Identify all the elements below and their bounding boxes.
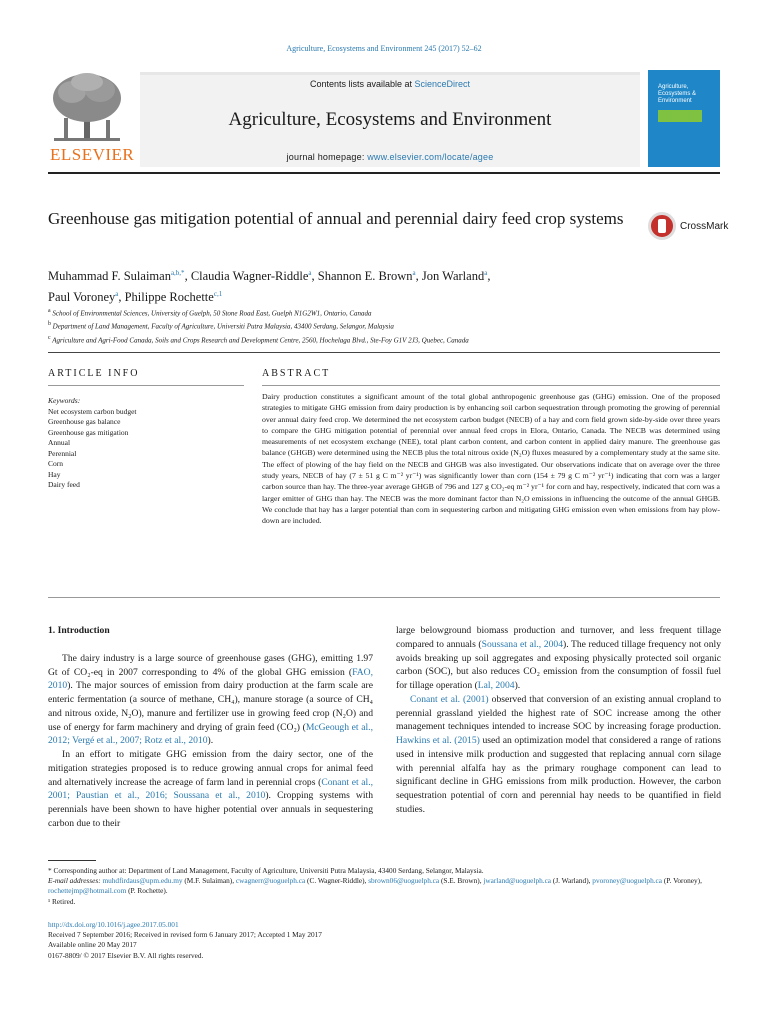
keyword-item: Annual [48, 438, 71, 447]
copyright-line: 0167-8809/ © 2017 Elsevier B.V. All rights reserved. [48, 950, 204, 960]
citation-link[interactable]: McGeough et al., 2012; Vergé et al., 2007; Rotz et al., 2010 [48, 721, 373, 747]
contents-line: Contents lists available at ScienceDirect [309, 79, 471, 89]
email-link[interactable]: jwarland@uoguelph.ca [483, 876, 552, 886]
author-name: Shannon E. Brown [317, 269, 413, 284]
keyword-item: Greenhouse gas mitigation [48, 427, 129, 437]
author-affil-sup[interactable]: a [115, 290, 119, 299]
affiliation-divider [48, 352, 720, 353]
affiliation-item: $^a$ School of Environmental Sciences, University of Guelph, 50 Stone Road East, Guelph N1G2W1, Ontario, Canada [48, 308, 372, 318]
author-name: Paul Voroney [48, 290, 116, 305]
author-affil-sup[interactable]: a [308, 269, 312, 277]
publication-info [48, 920, 720, 961]
footnotes [48, 866, 720, 907]
citation-link[interactable]: Conant et al., 2001; Paustian et al., 2016; Soussana et al., 2010 [48, 776, 374, 802]
body-paragraph: The dairy industry is a large source of greenhouse gases (GHG), emitting 1.97 Gt of CO₂-eq in 2007 corresponding to 4% of the global GHG emission (FAO, 2010). The major sources of emission from dairy production at the farm scale are enteric fermentation (a source of methane, CH₄), manure storage (a source of CH₄ and nitrous oxide, N₂O), manure and fertilizer use in growing feed crop (N₂O) and use of energy for farm machinery and drying of grain feed (CO₂) (McGeough et al., 2012; Vergé et al., 2007; Rotz et al., 2010). [48, 652, 373, 747]
body-column-left [48, 624, 373, 831]
keywords-label: Keywords: [48, 396, 81, 405]
author-name: Philippe Rochette [124, 290, 214, 305]
abstract-end-rule [48, 597, 720, 598]
article-info-rule [48, 385, 244, 386]
email-link[interactable]: pvoroney@uoguelph.ca [592, 876, 663, 886]
author-name: Claudia Wagner-Riddle [190, 269, 309, 284]
author-name: Muhammad F. Sulaiman [48, 269, 171, 284]
article-info-heading: ARTICLE INFO [48, 368, 140, 379]
keywords-block [48, 396, 244, 491]
email-link[interactable]: cwagnerr@uoguelph.ca [235, 876, 306, 886]
keyword-item: Hay [48, 469, 61, 479]
received-dates: Received 7 September 2016; Received in revised form 6 January 2017; Accepted 1 May 2017 [48, 930, 322, 940]
homepage-link[interactable]: www.elsevier.com/locate/agee [367, 152, 494, 162]
author-affil-sup[interactable]: a [412, 269, 416, 277]
publisher-wordmark: ELSEVIER [50, 145, 135, 164]
crossmark-icon [648, 212, 676, 240]
keyword-item: Corn [48, 459, 63, 468]
author-affil-sup[interactable]: a [484, 269, 488, 277]
journal-masthead [48, 70, 720, 167]
sciencedirect-link[interactable]: ScienceDirect [414, 79, 471, 89]
author-list: Muhammad F. Sulaiman$^{a,b,*}$, Claudia Wagner-Riddle$^a$, Shannon E. Brown$^a$, Jon Warland$^a$, Paul Voroney$^a$, Philippe Rochette$^{c,1}$ [48, 269, 491, 305]
cover-title: Agriculture, Ecosystems & Environment [658, 84, 697, 104]
citation-link[interactable]: Hawkins et al. (2015) [396, 735, 480, 746]
paper-title: Greenhouse gas mitigation potential of annual and perennial dairy feed crop systems [48, 209, 624, 228]
journal-title: Agriculture, Ecosystems and Environment [228, 109, 552, 130]
corresponding-author-note: * Corresponding author at: Department of Land Management, Faculty of Agriculture, Universiti Putra Malaysia, 43400 Serdang, Selangor, Malaysia. [48, 866, 484, 875]
author-affil-sup[interactable]: a,b,* [170, 269, 185, 277]
abstract-rule [262, 385, 720, 386]
affiliation-item: $^c$ Agriculture and Agri-Food Canada, Soils and Crops Research and Development Centre, 2560, Hochelaga Blvd., Ste-Foy G1V 2J3, Quebec, Canada [48, 334, 469, 344]
elsevier-tree-logo [48, 70, 135, 167]
abstract-heading: ABSTRACT [262, 368, 331, 379]
email-link[interactable]: muhdfirdaus@upm.edu.my [102, 876, 183, 886]
keyword-item: Dairy feed [48, 480, 80, 489]
body-column-right [396, 624, 721, 817]
email-link[interactable]: rochettejmp@hotmail.com [48, 886, 127, 896]
retired-note: ¹ Retired. [48, 896, 76, 906]
introduction-heading: 1. Introduction [48, 625, 110, 636]
footnote-rule [48, 860, 96, 861]
keyword-item: Net ecosystem carbon budget [48, 406, 137, 416]
author-affil-sup[interactable]: c,1 [213, 290, 223, 299]
body-paragraph: large belowground biomass production and turnover, and less frequent tillage compared to annuals (Soussana et al., 2004). The reduced tillage frequency not only avoids breaking up soil aggregates and exposing physically protected soil organic carbon (SOC), but also reduces CO₂ emission from the consumption of fossil fuel for tillage operation (Lal, 2004). [396, 625, 721, 691]
masthead-divider [48, 172, 720, 174]
journal-cover-image[interactable] [648, 70, 720, 167]
abstract-text: Dairy production constitutes a significant amount of the total global anthropogenic greenhouse gas (GHG) emission. One of the proposed strategies to mitigate GHG emission from dairy production is by enhancing soil carbon sequestration through promoting the growing of perennial over annual dairy feed crop. We determined the net ecosystem carbon budget (NECB) of a hay and corn field grown side-by-side over three years to compare the GHG mitigation potential of perennial over annual feed crops in Elora, Ontario, Canada. The NECB was determined using measurements of net ecosystem exchange (NEE), total plant carbon content, and carbon content in applied dairy manure. The greenhouse gas balance (GHGB) were determined using the NECB plus the total nitrous oxide (N₂O) fluxes measured by a complementary study at the same site. The effect of plowing of the hay field on the NECB and GHGB was also investigated. Our observations indicate that on average over the three study years, NECB of hay (7 ± 51 g C m⁻² yr⁻¹) was significantly lower than corn (154 ± 79 g C m⁻² yr⁻¹) indicating that corn was a larger carbon source than hay. The three-year average GHGB of 796 and 127 g CO₂-eq m⁻² yr⁻¹ for corn and hay, respectively, indicated that corn was a larger emitter of GHG than hay. The NECB was the more dominant factor than N₂O emissions in influencing the outcome of the annual GHGB. We conclude that hay has a larger potential than corn in sequestering carbon and mitigating GHG emission even when emissions from hay plow-down are included. [262, 392, 720, 526]
body-paragraph: Conant et al. (2001) observed that conversion of an existing annual cropland to perennial grassland yielded the highest rate of SOC increase among the other management techniques intended to increase SOC by increasing forage production. Hawkins et al. (2015) used an optimization model that considered a range of rations used in intensive milk production and suggested that replacing annual corn silage with perennial alfalfa hay as the primary roughage component can lead to significant decline in GHG emissions from milk production. However, the carbon sequestration potential of corn and perennial hay needs to be quantified in field studies. [396, 693, 721, 815]
doi-link[interactable]: http://dx.doi.org/10.1016/j.agee.2017.05.001 [48, 920, 179, 929]
online-date: Available online 20 May 2017 [48, 940, 137, 950]
citation-link[interactable]: FAO, 2010 [48, 666, 373, 692]
email-link[interactable]: sbrown06@uoguelph.ca [368, 876, 440, 886]
keyword-item: Perennial [48, 448, 77, 458]
affiliation-item: $^b$ Department of Land Management, Faculty of Agriculture, Universiti Putra Malaysia, 43400 Serdang, Selangor, Malaysia [48, 321, 394, 331]
author-name: Jon Warland [421, 269, 485, 284]
affiliation-list [48, 306, 720, 346]
journal-homepage: journal homepage: www.elsevier.com/locate/agee [286, 152, 494, 162]
journal-citation[interactable]: Agriculture, Ecosystems and Environment 245 (2017) 52–62 [286, 44, 482, 53]
cover-graphic-band [658, 110, 702, 122]
crossmark-badge[interactable] [648, 212, 728, 242]
citation-link[interactable]: Soussana et al., 2004 [481, 638, 563, 650]
body-paragraph: In an effort to mitigate GHG emission from the dairy sector, one of the mitigation strategies proposed is to reduce growing annual crops for animal feed and alternatively increase the acreage of farm land in perennial crops (Conant et al., 2001; Paustian et al., 2016; Soussana et al., 2010). Cropping systems with perennials have been shown to have higher potential over annuals in sequestering carbon due to their [48, 749, 374, 829]
citation-link[interactable]: Conant et al. (2001) [410, 693, 489, 705]
keyword-item: Greenhouse gas balance [48, 417, 121, 426]
citation-link[interactable]: Lal, 2004 [477, 680, 515, 691]
email-list: E-mail addresses: muhdfirdaus@upm.edu.my (M.F. Sulaiman), cwagnerr@uoguelph.ca (C. Wagner-Riddle), sbrown06@uoguelph.ca (S.E. Brown), jwarland@uoguelph.ca (J. Warland), pvoroney@uoguelph.ca (P. Voroney), rochettejmp@hotmail.com (P. Rochette). [48, 876, 702, 896]
crossmark-label: CrossMark [680, 221, 729, 232]
